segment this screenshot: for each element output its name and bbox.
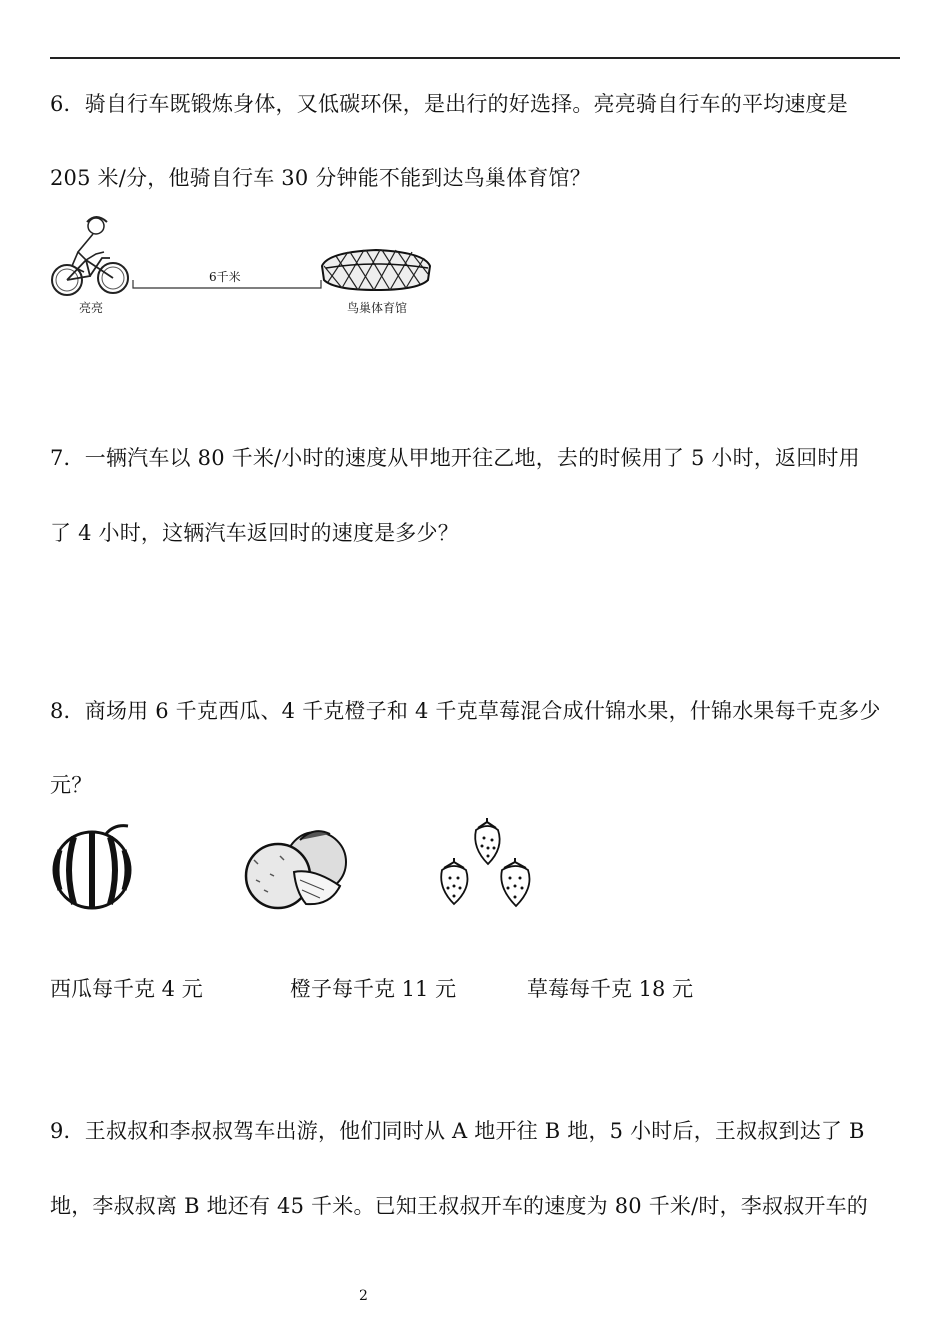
q9-line1: 9．王叔叔和李叔叔驾车出游，他们同时从 A 地开往 B 地，5 小时后，王叔叔到达了 B <box>50 1119 865 1143</box>
distance-label: 6千米 <box>209 270 241 284</box>
strawberry-price: 草莓每千克 18 元 <box>527 977 694 1001</box>
q7-line2: 了 4 小时，这辆汽车返回时的速度是多少？ <box>50 521 459 545</box>
q9-line2: 地，李叔叔离 B 地还有 45 千米。已知王叔叔开车的速度为 80 千米/时，李叔叔开车的 <box>50 1194 868 1218</box>
orange-price: 橙子每千克 11 元 <box>290 977 457 1001</box>
cyclist-label: 亮亮 <box>79 301 104 315</box>
orange-icon <box>240 820 352 912</box>
q6-line1: 6．骑自行车既锻炼身体，又低碳环保，是出行的好选择。亮亮骑自行车的平均速度是 <box>50 92 848 116</box>
distance-bracket <box>130 276 326 292</box>
watermelon-price: 西瓜每千克 4 元 <box>50 977 203 1001</box>
birds-nest-stadium-icon <box>318 244 434 294</box>
q7-line1: 7．一辆汽车以 80 千米/小时的速度从甲地开往乙地，去的时候用了 5 小时，返回时用 <box>50 446 860 470</box>
q6-line2: 205 米/分，他骑自行车 30 分钟能不能到达鸟巢体育馆？ <box>50 166 591 190</box>
strawberry-icon <box>436 818 548 912</box>
watermelon-icon <box>50 822 142 912</box>
q8-line1: 8．商场用 6 千克西瓜、4 千克橙子和 4 千克草莓混合成什锦水果，什锦水果每千克多少 <box>50 699 881 723</box>
header-rule <box>50 57 900 59</box>
q8-line2: 元？ <box>50 773 93 797</box>
page-number: 2 <box>359 1288 368 1304</box>
cyclist-icon <box>50 212 132 298</box>
stadium-label: 鸟巢体育馆 <box>347 301 408 315</box>
